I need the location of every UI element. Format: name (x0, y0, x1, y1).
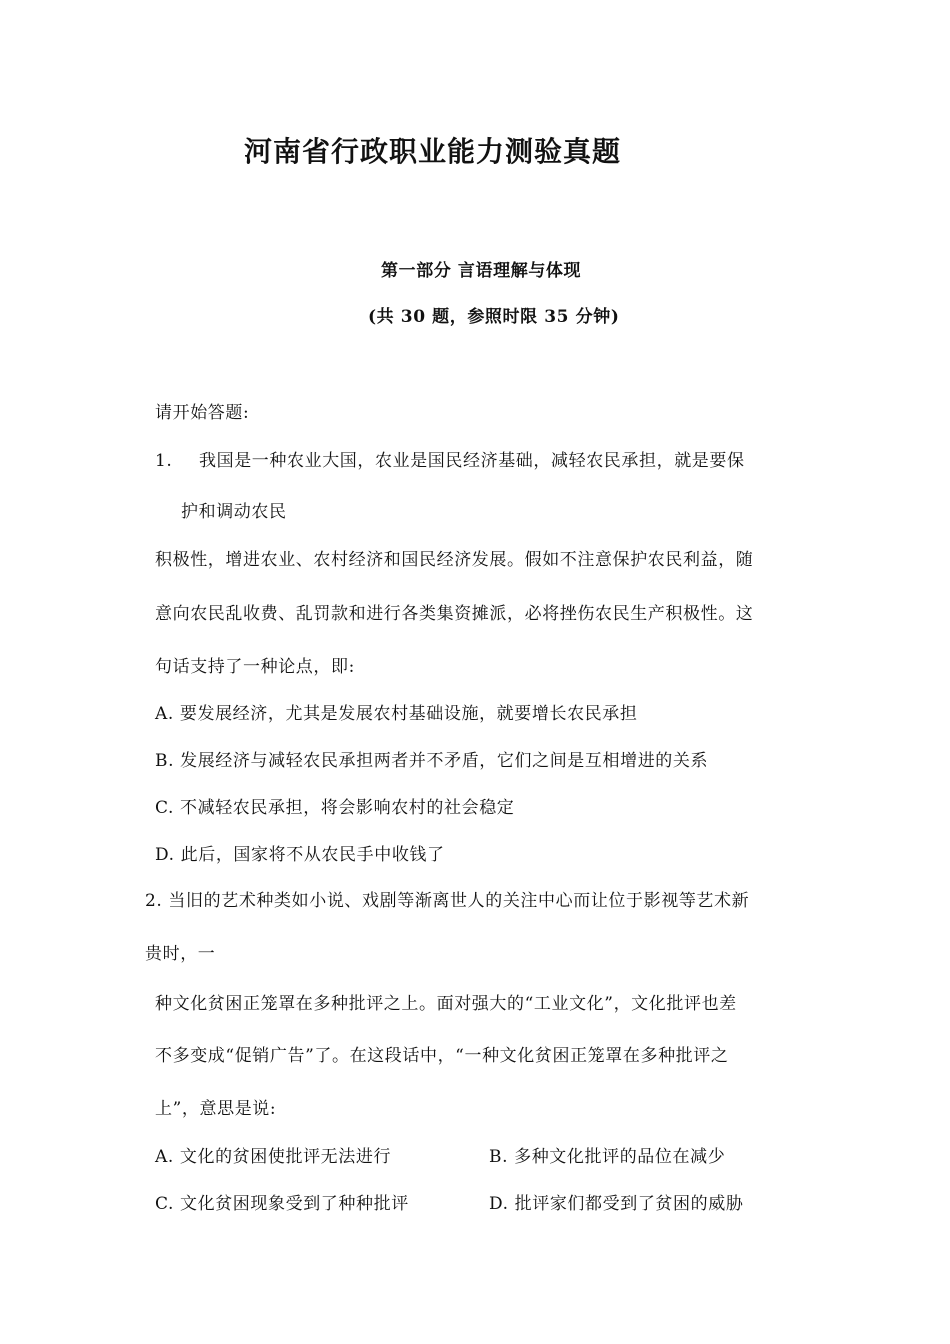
section-note: (共 30 题，参照时限 35 分钟) (368, 307, 620, 327)
section-title: 第一部分 言语理解与体现 (381, 261, 582, 281)
document-title: 河南省行政职业能力测验真题 (244, 135, 622, 168)
question-1-line-2: 护和调动农民 (181, 502, 287, 522)
question-1-line-3: 积极性，增进农业、农村经济和国民经济发展。假如不注意保护农民利益，随 (155, 550, 754, 570)
question-1-option-d: D. 此后，国家将不从农民手中收钱了 (155, 845, 445, 865)
question-1-line-1: 我国是一种农业大国，农业是国民经济基础，减轻农民承担，就是要保 (199, 451, 745, 471)
question-1-option-a: A. 要发展经济，尤其是发展农村基础设施，就要增长农民承担 (155, 704, 638, 724)
question-1-option-b: B. 发展经济与减轻农民承担两者并不矛盾，它们之间是互相增进的关系 (155, 751, 709, 771)
question-2-line-1: 2. 当旧的艺术种类如小说、戏剧等渐离世人的关注中心而让位于影视等艺术新 (145, 891, 750, 911)
question-1-line-4: 意向农民乱收费、乱罚款和进行各类集资摊派，必将挫伤农民生产积极性。这 (155, 604, 754, 624)
question-2-line-4: 不多变成“促销广告”了。在这段话中，“一种文化贫困正笼罩在多种批评之 (155, 1046, 729, 1066)
question-1-first-line (155, 450, 745, 472)
question-1-number: 1. (155, 451, 173, 471)
question-2-option-c: C. 文化贫困现象受到了种种批评 (155, 1194, 409, 1214)
question-2-option-a: A. 文化的贫困使批评无法进行 (155, 1147, 392, 1167)
question-2-line-2: 贵时，一 (145, 944, 216, 964)
question-1-option-c: C. 不减轻农民承担，将会影响农村的社会稳定 (155, 798, 515, 818)
question-2-option-b: B. 多种文化批评的品位在减少 (489, 1147, 726, 1167)
question-2-line-3: 种文化贫困正笼罩在多种批评之上。面对强大的“工业文化”，文化批评也差 (155, 994, 737, 1014)
question-2-option-d: D. 批评家们都受到了贫困的威胁 (489, 1194, 744, 1214)
question-2-line-5: 上”，意思是说: (155, 1099, 277, 1119)
intro-text: 请开始答题: (155, 403, 250, 423)
question-1-line-5: 句话支持了一种论点，即: (155, 657, 355, 677)
